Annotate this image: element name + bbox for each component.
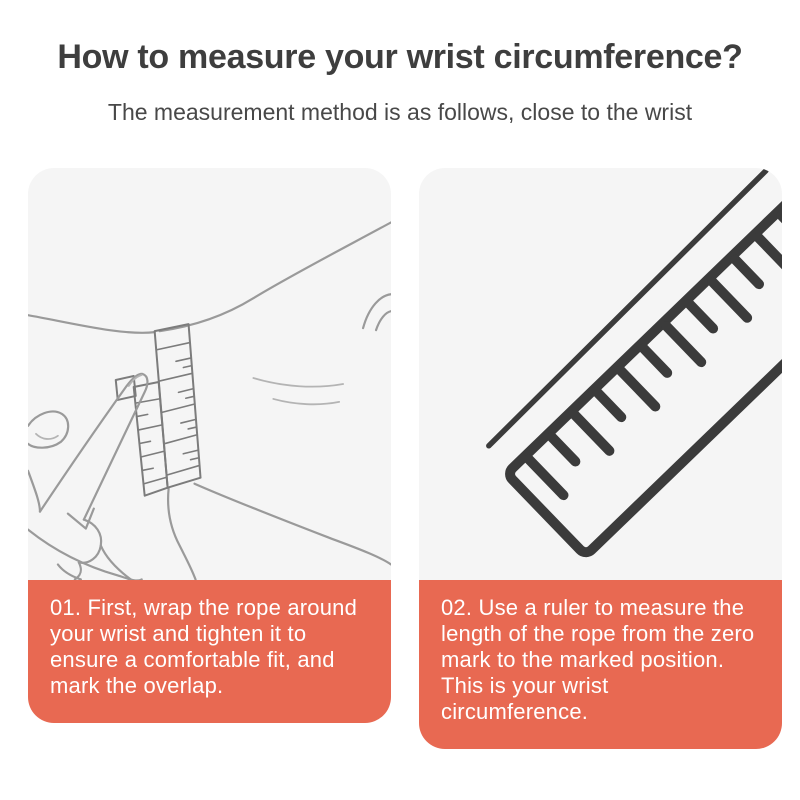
page-subtitle: The measurement method is as follows, close to the wrist xyxy=(107,99,693,125)
step1-illustration xyxy=(28,168,391,580)
step2-caption: 02. Use a ruler to measure the length of the rope from the zero mark to the marked position. This is your wrist circumference. xyxy=(419,580,782,749)
ruler-illustration xyxy=(419,168,782,580)
ruler-icon xyxy=(507,168,782,556)
pointing-hand xyxy=(28,374,147,580)
infographic-page xyxy=(0,38,800,800)
step1-caption: 01. First, wrap the rope around your wrist and tighten it to ensure a comfortable fit, and mark the overlap. xyxy=(28,580,391,723)
step2-illustration xyxy=(419,168,782,580)
rope-line xyxy=(489,171,766,446)
step-card-1 xyxy=(28,168,391,723)
steps-row xyxy=(0,168,800,749)
step-card-2 xyxy=(419,168,782,749)
page-title: How to measure your wrist circumference? xyxy=(57,38,743,76)
wrist-tape-measure-illustration xyxy=(28,168,391,580)
